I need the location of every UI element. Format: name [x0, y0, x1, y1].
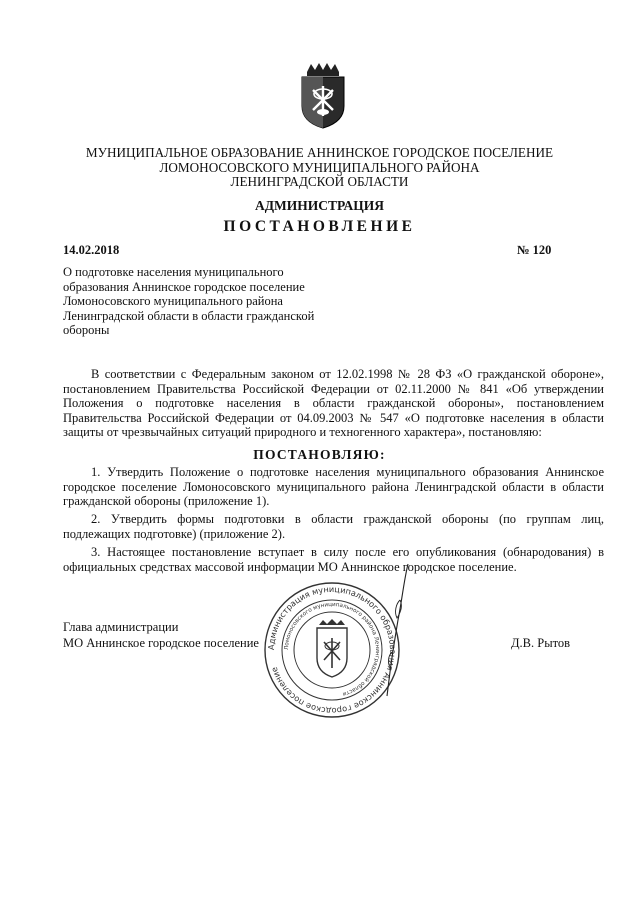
- document-subject: [63, 265, 333, 338]
- subject-line: Ленинградской области в области гражданской: [63, 308, 315, 323]
- signatory-title: [63, 620, 259, 651]
- document-date: 14.02.2018: [63, 243, 120, 257]
- signatory-title-line: Глава администрации: [63, 620, 179, 634]
- org-line: ЛЕНИНГРАДСКОЙ ОБЛАСТИ: [230, 174, 409, 189]
- paragraph-line: 2. Утвердить формы подготовки в области гражданской обороны (по группам лиц,: [91, 512, 604, 526]
- organization-header: [0, 146, 639, 190]
- signatory-name: Д.В. Рытов: [511, 636, 571, 650]
- stamp-outer-text: Администрация муниципального образования Аннинское городское поселение: [265, 583, 399, 717]
- decree-heading: ПОСТАНОВЛЕНИЕ: [223, 218, 416, 235]
- stamp-inner-text: Ломоносовского муниципального района Ленинградской области: [283, 601, 381, 697]
- org-line: ЛОМОНОСОВСКОГО МУНИЦИПАЛЬНОГО РАЙОНА: [159, 159, 480, 175]
- paragraph-line: 3. Настоящее постановление вступает в силу после его опубликования (обнародования) в: [91, 545, 604, 559]
- paragraph-line: защиты от чрезвычайных ситуаций природного и техногенного характера», постановляю:: [63, 425, 542, 440]
- subject-line: О подготовке населения муниципального: [63, 265, 284, 279]
- subject-line: Ломоносовского муниципального района: [63, 294, 283, 309]
- paragraph-line: Правительства Российской Федерации от 04.09.2003 № 547 «О подготовке населения в области: [63, 410, 604, 425]
- subject-line: обороны: [63, 323, 110, 338]
- resolve-heading: ПОСТАНОВЛЯЮ:: [253, 447, 386, 462]
- administration-heading: АДМИНИСТРАЦИЯ: [254, 198, 385, 213]
- handwritten-signature: [378, 560, 418, 700]
- paragraph-line: В соответствии с Федеральным законом от 12.02.1998 № 28 ФЗ «О гражданской обороне»,: [91, 367, 604, 381]
- paragraph-line: постановлением Правительства Российской Федерации от 02.11.2000 № 841 «Об утверждении: [63, 381, 604, 396]
- paragraph-line: Положения о подготовке населения в области гражданской обороны», постановлением: [63, 396, 604, 411]
- intro-paragraph: [63, 367, 604, 440]
- paragraph-line: городское поселение Ломоносовского муниципального района Ленинградской области в области: [63, 479, 604, 494]
- org-line: МУНИЦИПАЛЬНОЕ ОБРАЗОВАНИЕ АННИНСКОЕ ГОРОДСКОЕ ПОСЕЛЕНИЕ: [85, 145, 554, 160]
- item-1-paragraph: [63, 465, 604, 509]
- subject-line: образования Аннинское городское поселение: [63, 279, 305, 294]
- coat-of-arms-icon: [299, 62, 347, 130]
- paragraph-line: официальных средствах массовой информации МО Аннинское городское поселение.: [63, 559, 517, 574]
- item-2-paragraph: [63, 512, 604, 541]
- signatory-title-line: МО Аннинское городское поселение: [63, 635, 259, 650]
- item-3-paragraph: [63, 545, 604, 574]
- document-number: № 120: [517, 243, 552, 257]
- paragraph-line: гражданской обороны (приложение 1).: [63, 494, 270, 509]
- paragraph-line: подлежащих подготовке) (приложение 2).: [63, 526, 286, 541]
- paragraph-line: 1. Утвердить Положение о подготовке населения муниципального образования Аннинское: [91, 465, 604, 479]
